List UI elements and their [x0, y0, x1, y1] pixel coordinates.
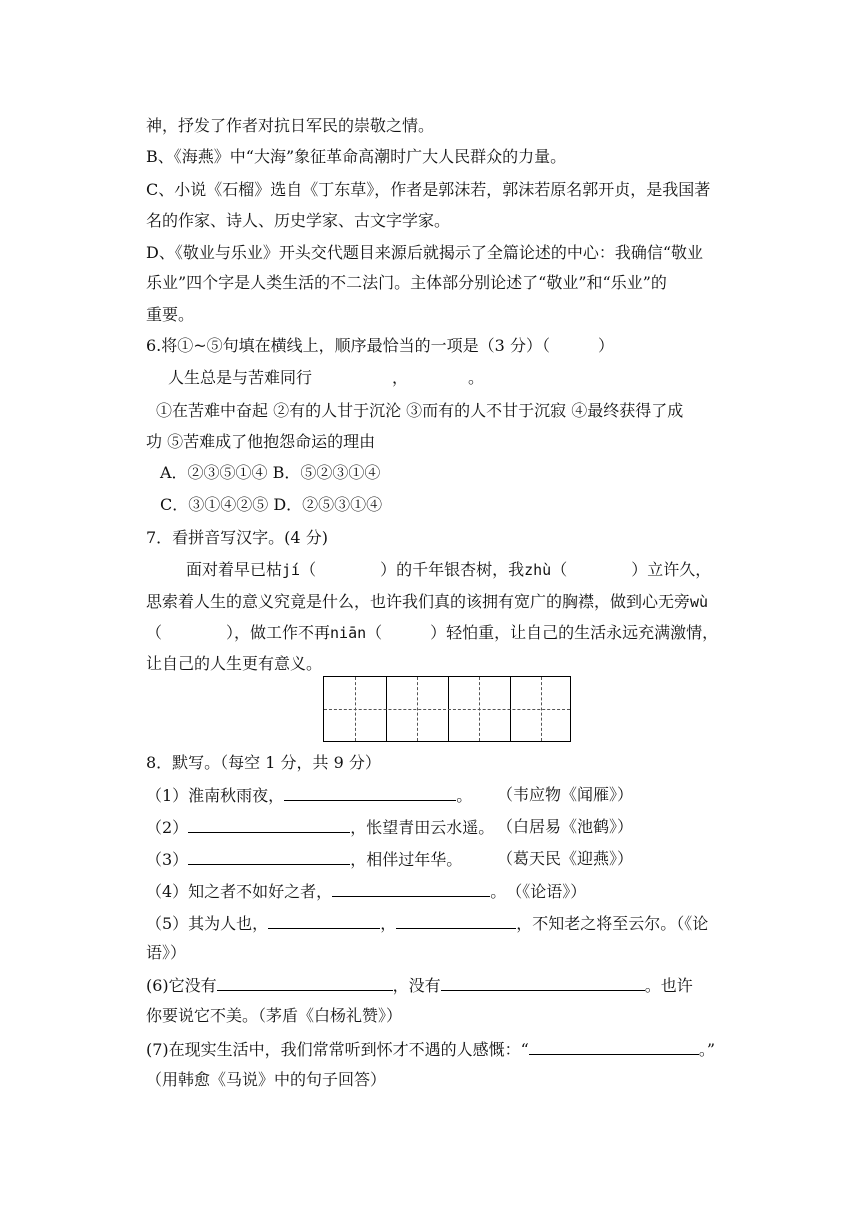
q7-text: 面对着早已枯 — [186, 560, 283, 579]
q7-paragraph-line3 — [146, 623, 718, 643]
q7-blank-text: （ ）的千年银杏树，我 — [300, 560, 525, 579]
q6-sentence — [168, 368, 484, 388]
q8-text: (7)在现实生活中，我们常常听到怀才不遇的人感慨：“ — [146, 1040, 529, 1059]
fill-blank[interactable] — [217, 975, 393, 991]
q5-option-d-line1: D、《敬业与乐业》开头交代题目来源后就揭示了全篇论述的中心：我确信“敬业 — [146, 243, 704, 262]
fill-blank[interactable] — [188, 817, 350, 833]
q6-clauses-line2: 功 ⑤苦难成了他抱怨命运的理由 — [146, 432, 376, 451]
q8-text: 。 — [456, 786, 473, 805]
q8-text: ， — [380, 914, 397, 933]
q8-text: ，怅望青田云水遥。 — [350, 818, 495, 837]
q6-sentence-start: 人生总是与苦难同行 — [168, 368, 313, 387]
q7-paragraph-line1 — [186, 560, 711, 580]
q8-text: （2） — [146, 818, 189, 837]
q8-item-1-source: （韦应物《闻雁》） — [497, 785, 634, 804]
q8-item-1 — [146, 785, 472, 806]
answer-character-grid — [323, 676, 571, 742]
q6-sentence-comma: ， — [392, 368, 409, 387]
q8-text: ，不知老之将至云尔。（《论 — [516, 914, 709, 933]
q8-item-5-cont: 语》） — [146, 943, 187, 962]
q7-paragraph-line2 — [146, 592, 708, 612]
q7-pinyin-ji: jí — [282, 561, 301, 579]
q7-pinyin-zhu: zhù — [524, 561, 552, 579]
q7-paragraph-line4: 让自己的人生更有意义。 — [146, 654, 323, 673]
q7-text: 思索着人生的意义究竟是什么，也许我们真的该拥有宽广的胸襟，做到心无旁 — [146, 592, 691, 611]
q8-text: 。 （《论语》） — [490, 882, 587, 901]
q8-text: (6)它没有 — [146, 976, 217, 995]
q7-pinyin-nian: niān — [330, 624, 367, 642]
q8-item-7 — [146, 1039, 715, 1060]
q5-option-c-line2: 名的作家、诗人、历史学家、古文字学家。 — [146, 211, 451, 230]
q6-stem: 6.将①~⑤句填在横线上，顺序最恰当的一项是（3 分）（ ） — [146, 336, 614, 355]
q8-text: （1）淮南秋雨夜， — [146, 786, 285, 805]
q8-item-2-source: （白居易《池鹤》） — [497, 817, 634, 836]
q8-item-3 — [146, 849, 462, 870]
q5-line-a-end: 神，抒发了作者对抗日军民的崇敬之情。 — [146, 116, 435, 135]
q7-blank-text: （ ）立许久， — [551, 560, 712, 579]
q8-item-7-cont: （用韩愈《马说》中的句子回答） — [146, 1070, 387, 1089]
q8-text: ，没有 — [392, 976, 441, 995]
fill-blank[interactable] — [396, 913, 516, 929]
fill-blank[interactable] — [188, 849, 350, 865]
q5-option-b: B、《海燕》中“大海”象征革命高潮时广大人民群众的力量。 — [146, 147, 567, 166]
q7-blank-text: （ ）轻怕重，让自己的生活永远充满激情， — [366, 623, 719, 642]
fill-blank[interactable] — [268, 913, 380, 929]
q8-item-6-cont: 你要说它不美。（茅盾《白杨礼赞》） — [146, 1006, 403, 1025]
q8-text: （3） — [146, 850, 189, 869]
q6-clauses-line1: ①在苦难中奋起 ②有的人甘于沉沦 ③而有的人不甘于沉寂 ④最终获得了成 — [156, 401, 684, 420]
q8-item-3-source: （葛天民《迎燕》） — [497, 849, 634, 868]
q7-pinyin-wu: wù — [690, 593, 709, 611]
q6-sentence-period: 。 — [468, 368, 485, 387]
q7-stem: 7．看拼音写汉字。(4 分) — [146, 528, 328, 547]
q8-item-5 — [146, 913, 708, 934]
q8-stem: 8．默写。（每空 1 分，共 9 分） — [146, 753, 381, 772]
q8-item-4 — [146, 881, 586, 902]
q8-text: 。” — [698, 1040, 716, 1059]
q6-options-ab: A．②③⑤①④ B．⑤②③①④ — [160, 463, 381, 482]
fill-blank[interactable] — [441, 975, 645, 991]
q8-text: 。也许 — [644, 976, 693, 995]
q8-text: （5）其为人也， — [146, 914, 269, 933]
fill-blank[interactable] — [332, 881, 490, 897]
q7-blank-text: （ ），做工作不再 — [146, 623, 331, 642]
fill-blank[interactable] — [284, 785, 456, 801]
q6-options-cd: C．③①④②⑤ D．②⑤③①④ — [160, 495, 383, 514]
fill-blank[interactable] — [529, 1039, 699, 1055]
q8-item-6 — [146, 975, 693, 996]
q8-text: （4）知之者不如好之者， — [146, 882, 333, 901]
q5-option-c-line1: C、小说《石榴》选自《丁东草》，作者是郭沫若，郭沫若原名郭开贞，是我国著 — [146, 180, 711, 199]
q5-option-d-line2: 乐业”四个字是人类生活的不二法门。主体部分别论述了“敬业”和“乐业”的 — [146, 273, 667, 292]
q8-item-2 — [146, 817, 494, 838]
q8-text: ，相伴过年华。 — [350, 850, 463, 869]
q5-option-d-line3: 重要。 — [146, 305, 195, 324]
